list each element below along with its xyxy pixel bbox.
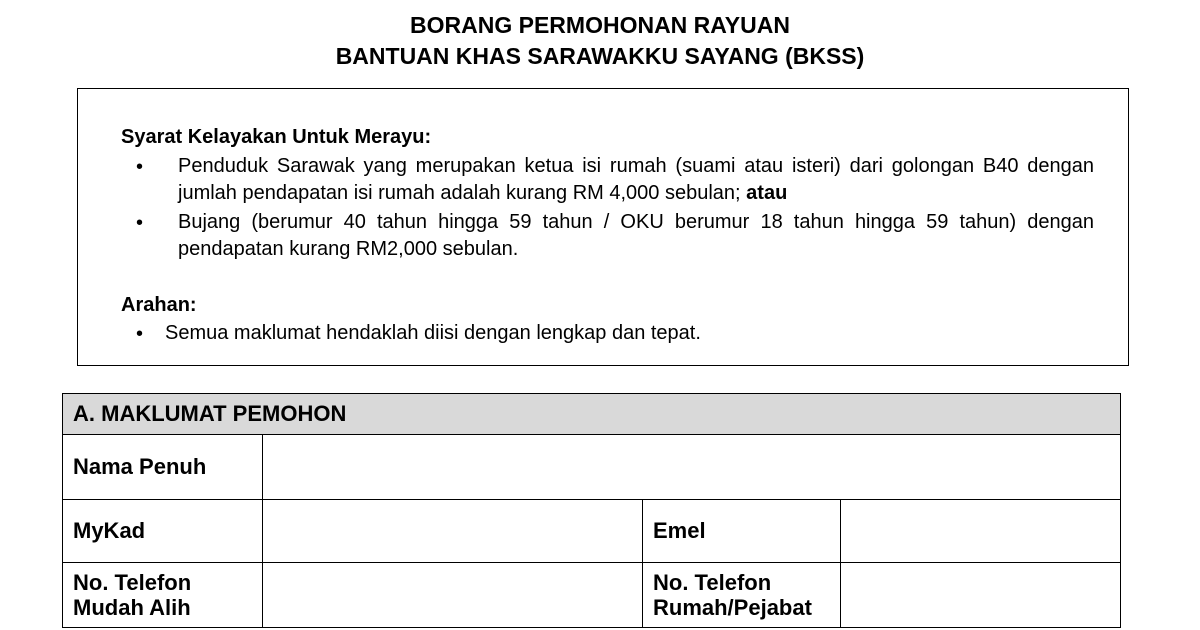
form-subtitle: BANTUAN KHAS SARAWAKKU SAYANG (BKSS): [335, 43, 865, 69]
email-field[interactable]: [841, 500, 1121, 563]
mykad-field[interactable]: [263, 500, 643, 563]
instructions-heading: Arahan:: [121, 294, 197, 316]
eligibility-item-1-text: Penduduk Sarawak yang merupakan ketua isi rumah (suami atau isteri) dari golongan B40 dengan jumlah pendapatan isi rumah adalah kurang RM 4,000 sebulan;: [178, 155, 1094, 204]
bullet-icon: •: [136, 156, 144, 178]
section-a-title: A. MAKLUMAT PEMOHON: [63, 394, 1121, 435]
eligibility-item-2: Bujang (berumur 40 tahun hingga 59 tahun / OKU berumur 18 tahun hingga 59 tahun) dengan pendapatan kurang RM2,000 sebulan.: [178, 211, 1094, 260]
full-name-label: Nama Penuh: [63, 435, 263, 500]
mobile-phone-field[interactable]: [263, 563, 643, 628]
mobile-phone-label-line1: No. Telefon: [73, 570, 192, 595]
bullet-icon: •: [136, 323, 144, 345]
home-office-phone-label: [643, 563, 841, 628]
home-office-phone-label-line1: No. Telefon: [653, 570, 772, 595]
home-office-phone-label-line2: Rumah/Pejabat: [653, 595, 812, 620]
email-label: Emel: [643, 500, 841, 563]
mobile-phone-label: [63, 563, 263, 628]
form-title: BORANG PERMOHONAN RAYUAN: [410, 12, 790, 38]
eligibility-heading: Syarat Kelayakan Untuk Merayu:: [121, 126, 432, 148]
home-office-phone-field[interactable]: [841, 563, 1121, 628]
full-name-field[interactable]: [263, 435, 1121, 500]
bullet-icon: •: [136, 212, 144, 234]
eligibility-item-1: [178, 153, 1094, 207]
mykad-label: MyKad: [63, 500, 263, 563]
eligibility-item-1-conjunction: atau: [746, 182, 788, 204]
instructions-item-1: Semua maklumat hendaklah diisi dengan lengkap dan tepat.: [165, 322, 701, 344]
applicant-info-table: [62, 393, 1121, 628]
mobile-phone-label-line2: Mudah Alih: [73, 595, 191, 620]
